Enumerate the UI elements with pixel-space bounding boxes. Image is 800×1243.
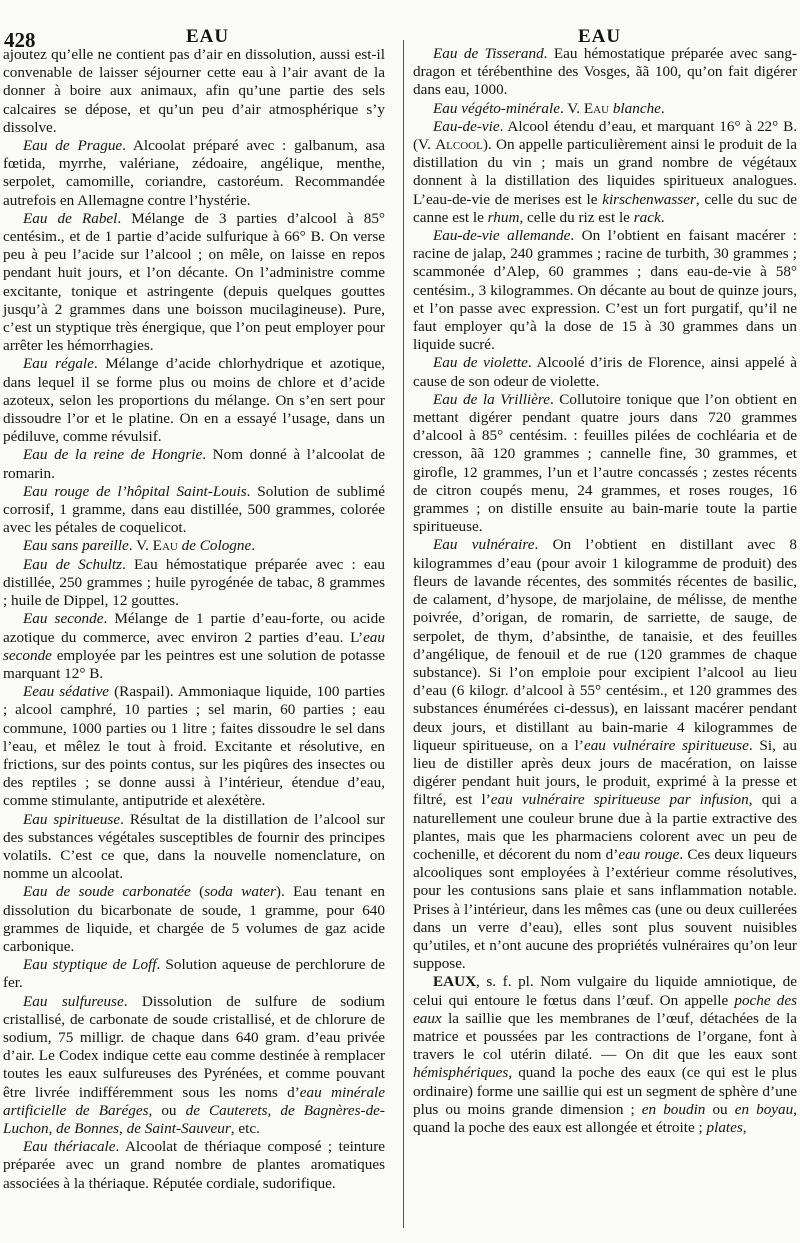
entry-term: Eau-de-vie allemande	[433, 227, 571, 245]
entry-term: Eau thériacale	[23, 1138, 116, 1156]
entry-term: eau minérale artificielle de Baréges	[3, 1083, 385, 1119]
entry-text: ,	[742, 1118, 747, 1136]
entry-text: ). Eau tenant en dissolution du bicarbonate de soude, 1 gramme, pour 640 grammes de liquide, et chargée de 5 volumes de gaz acide carbonique.	[3, 883, 385, 955]
dictionary-entry	[3, 446, 385, 482]
entry-text: ajoutez qu’elle ne contient pas d’air en dissolution, aussi est-il convenable de laisser séjourner cette eau à l’air avant de la donner à boire aux animaux, afin qu’une partie des sels calcaires se dépose, et qu’un peu d’air atmosphérique s’y dissolve.	[3, 46, 385, 136]
entry-term: Eau	[583, 99, 610, 117]
entry-term: Eau de Tisserand	[433, 45, 544, 62]
entry-term: Eau	[152, 537, 178, 555]
entry-text: . Eau hémostatique préparée avec : eau distillée, 250 grammes ; huile pyrogénée de tabac, 8 grammes ; huile de Dippel, 12 gouttes.	[3, 555, 385, 610]
entry-text: ou	[705, 1100, 735, 1118]
entry-text: ,	[48, 1119, 57, 1137]
entry-term: hémisphériques	[413, 1064, 509, 1082]
entry-term: Eau vulnéraire	[433, 536, 535, 554]
entry-term: Eau rouge de l’hôpital Saint-Louis	[23, 482, 247, 500]
entry-term: Eau seconde	[23, 610, 104, 628]
entry-text: . Alcoolat préparé avec : galbanum, asa fœtida, myrrhe, valériane, zédoaire, angélique, menthe, serpolet, camomille, coriandre, castoréum. Recommandée autrefois en Allemagne contre l’hystérie.	[3, 137, 385, 209]
entry-text: (	[190, 883, 205, 901]
entry-term: Eau spiritueuse	[23, 810, 121, 828]
entry-text: . On l’obtient en faisant macérer : racine de jalap, 240 grammes ; racine de turbith, 30 grammes ; scammonée d’Alep, 60 grammes ; dans eau-de-vie à 58° centésim., 3 kilogrammes. On décante au bout de quinze jours, et l’on passe avec expression. C’est un fort purgatif, qu’il ne faut employer qu’à la dose de 15 à 30 grammes dans un liquide sucré.	[413, 227, 798, 354]
dictionary-entry	[3, 956, 385, 992]
entry-text: , s. f. pl. Nom vulgaire du liquide amniotique, de celui qui entoure le fœtus dans l’œuf. On appelle	[413, 973, 797, 1009]
entry-term: Eau de la Vrillière	[433, 390, 550, 408]
entry-term: de Cologne	[177, 537, 252, 555]
dictionary-entry	[3, 1138, 385, 1193]
left-column	[3, 46, 385, 1193]
entry-term: Eau végéto-minérale	[433, 99, 560, 117]
entry-term: eau vulnéraire spiritueuse par infusion	[490, 791, 749, 809]
entry-text: , celle du riz est le	[519, 208, 634, 226]
dictionary-entry	[3, 811, 385, 884]
entry-text: . Collutoire tonique que l’on obtient en mettant digérer pendant quatre jours dans 720 grammes d’alcool à 85° centésim. : feuilles pilées de cochléaria et de cresson, ãã 120 grammes ; cannelle fine, 30 grammes, et girofle, 12 grammes, l’un et l’autre concassés ; zestes récents de citron coupés menu, 24 grammes, et roses rouges, 16 grammes ; on distille ensuite au bain-marie toute la partie spiritueuse.	[413, 390, 797, 536]
entry-term: eau rouge	[618, 845, 680, 863]
entry-text: , quand la poche des eaux est allongée et étroite ;	[413, 1100, 798, 1136]
entry-text: . Solution de sublimé corrosif, 1 gramme, dans eau distillée, 500 grammes, colorée avec les pétales de coquelicot.	[3, 482, 385, 537]
dictionary-entry	[413, 45, 797, 100]
dictionary-entry	[3, 210, 385, 356]
entry-text: employée par les peintres est une solution de potasse marquant 12° B.	[3, 646, 385, 682]
entry-text: . Eau hémostatique préparée avec sang-dragon et térébenthine des Vosges, ãã 100, qu’on fait digérer dans eau, 1000.	[413, 45, 797, 99]
dictionary-entry	[3, 537, 385, 555]
entry-text: ,	[119, 1119, 127, 1137]
entry-text: la saillie que les membranes de l’œuf, détachées de la matrice et poussées par les contractions de l’organe, font à travers le col utérin dilaté. — On dit que les eaux sont	[413, 1009, 797, 1064]
dictionary-entry	[3, 483, 385, 538]
entry-text: . Mélange d’acide chlorhydrique et azotique, dans lequel il se forme plus ou moins de chlore et d’acide azoteux, selon les proportions du mélange. On s’en sert pour dissoudre l’or et le platine. On en a essayé l’usage, dans un pédiluve, comme révulsif.	[3, 355, 386, 446]
entry-text: .	[660, 208, 665, 226]
entry-term: eau vulnéraire spiritueuse	[583, 736, 749, 754]
dictionary-entry	[3, 993, 385, 1139]
entry-text: . Nom donné à l’alcoolat de romarin.	[3, 446, 385, 482]
entry-term: Alcool	[435, 136, 483, 154]
entry-term: Eau styptique de Loff	[23, 956, 157, 974]
entry-text: ). On appelle particulièrement ainsi le produit de la distillation du vin ; mais un grand nombre de végétaux donnent à la distillation des liquides spiritueux analogues. L’eau-de-vie de merises est le	[413, 136, 797, 208]
right-column	[413, 45, 797, 1137]
dictionary-entry	[413, 354, 797, 390]
entry-term: Eau régale	[23, 355, 94, 373]
entry-term: de Bagnères-de-Luchon	[3, 1101, 385, 1137]
entry-term: de Saint-Sauveur	[126, 1119, 231, 1137]
entry-term: Eau sulfureuse	[23, 992, 124, 1010]
entry-text: . Résultat de la distillation de l’alcool sur des substances végétales susceptibles de fournir des principes volatils. C’est ce que, dans la nouvelle nomenclature, on nomme un alcoolat.	[3, 810, 385, 883]
entry-text: ,	[267, 1101, 281, 1119]
entry-term: Eau de Rabel	[23, 209, 118, 227]
dictionary-entry	[413, 973, 797, 1137]
entry-term: plates	[706, 1118, 743, 1136]
entry-text: , ou	[148, 1101, 186, 1119]
dictionary-entry	[3, 883, 385, 956]
entry-term: eau seconde	[3, 628, 385, 664]
entry-text: . Solution aqueuse de perchlorure de fer.	[3, 956, 385, 992]
entry-term: blanche	[609, 99, 661, 117]
column-divider	[403, 40, 404, 1228]
entry-term: en boyau	[734, 1100, 794, 1118]
entry-text: . Ces deux liqueurs alcooliques sont employées à l’extérieur comme résolutives, pour les contusions sans plaie et sans inflammation notable. Prises à l’intérieur, dans les mêmes cas (une ou deux cuillerées dans un verre d’eau), elles sont plus souvent nuisibles qu’utiles, et n’ont aucune des propriétés vulnéraires qu’on leur suppose.	[413, 845, 797, 973]
entry-term: Eau sans pareille	[23, 537, 129, 555]
entry-text: . Mélange de 3 parties d’alcool à 85° centésim., et de 1 partie d’acide sulfurique à 66° B. On verse peu à peu l’acide sur l’alcool ; on mêle, on laisse en repos pendant huit jours, et l’on décante. On l’administre comme excitante, tonique et astringente (depuis quelques gouttes jusqu’à 2 grammes dans une boisson mucilagineuse). Pure, c’est un styptique très énergique, que l’on peut employer pour arrêter les hémorrhagies.	[3, 209, 385, 355]
entry-text: . Si, au lieu de distiller après deux jours de macération, on laisse digérer pendant huit jours, le produit, exprimé à la presse et filtré, est l’	[413, 736, 797, 809]
entry-text: . Alcoolé d’iris de Florence, ainsi appelé à cause de son odeur de violette.	[413, 354, 798, 390]
entry-term: en boudin	[641, 1100, 706, 1118]
running-head-left: EAU	[186, 26, 230, 47]
dictionary-entry	[413, 536, 797, 973]
dictionary-entry	[3, 355, 385, 446]
entry-text: .	[251, 537, 256, 555]
entry-text: . On l’obtient en distillant avec 8 kilogrammes d’eau (pour avoir 1 kilogramme de produit) des fleurs de lavande récentes, des sommités récentes de basilic, de calament, d’hysope, de marjolaine, de mélisse, de menthe poivrée, d’origan, de romarin, de sarriette, de sauge, de serpolet, de thym, d’absinthe, de tanaisie, et des feuilles d’angélique, de fenouil et de rue (120 grammes de chaque substance). Si l’on emploie pour excipient l’alcool au lieu d’eau (6 kilogr. d’alcool à 55° centésim., et 120 grammes des substances énumérées ci-dessus), en laissant macérer pendant deux jours, et distillant au bain-marie 4 kilogrammes de liqueur spiritueuse, on a l’	[413, 536, 797, 754]
entry-text: , quand la poche des eaux (ce qui est le plus ordinaire) forme une saillie qui est un segment de sphère d’une plus ou moins grande dimension ;	[413, 1064, 797, 1118]
dictionary-entry	[3, 683, 385, 810]
entry-term: de Bonnes	[56, 1119, 119, 1137]
dictionary-entry	[3, 46, 385, 137]
dictionary-entry	[413, 227, 797, 354]
entry-text: (Raspail). Ammoniaque liquide, 100 parties ; alcool camphré, 10 parties ; sel marin, 60 parties ; eau commune, 1000 parties ou 1 litre ; faites dissoudre le sel dans l’eau, et mêlez le tout à froid. Excitante et résolutive, en frictions, sur des points contus, sur les piqûres des insectes ou des reptiles ; se donne aussi à l’intérieur, étendue d’eau, comme stimulante, antiputride et alexétère.	[3, 683, 385, 810]
entry-term: rack	[633, 208, 661, 226]
dictionary-entry	[3, 137, 385, 210]
entry-text: . Alcool étendu d’eau, et marquant 16° à 22° B. (V.	[413, 117, 797, 154]
entry-term: Eeau sédative	[23, 683, 110, 701]
entry-term: soda water	[204, 883, 276, 901]
entry-text: . Alcoolat de thériaque composé ; teinture préparée avec un grand nombre de plantes aromatiques associées à la thériaque. Réputée cordiale, sudorifique.	[3, 1138, 385, 1192]
entry-term: EAUX	[433, 973, 477, 991]
entry-text: . Dissolution de sulfure de sodium cristallisé, de carbonate de soude cristallisé, et de chlorure de sodium, 75 milligr. de chaque dans 640 gram. d’eau privée d’air. Le Codex indique cette eau comme destinée à remplacer toutes les eaux sulfureuses des Pyrénées, et comme pouvant être livrée indifféremment sous les noms d’	[3, 992, 385, 1101]
entry-term: kirschenwasser	[602, 190, 696, 208]
running-head-right: EAU	[578, 26, 622, 47]
dictionary-entry	[3, 610, 385, 683]
entry-text: , etc.	[230, 1119, 260, 1137]
entry-term: rhum	[487, 208, 520, 226]
entry-term: Eau de Schultz	[23, 555, 123, 573]
dictionary-entry	[3, 556, 385, 611]
entry-text: . Mélange de 1 partie d’eau-forte, ou acide azotique du commerce, avec environ 2 parties d’eau. L’	[3, 610, 385, 646]
entry-term: Eau-de-vie	[433, 117, 500, 135]
dictionary-entry	[413, 100, 797, 118]
entry-text: .	[660, 99, 665, 117]
entry-term: Eau de violette	[433, 354, 528, 372]
dictionary-entry	[413, 391, 797, 537]
entry-term: de Cauterets	[185, 1101, 268, 1119]
entry-term: Eau de Prague	[23, 137, 123, 155]
entry-text: . V.	[559, 99, 584, 117]
dictionary-entry	[413, 118, 797, 227]
entry-text: . V.	[128, 537, 153, 555]
entry-term: Eau de soude carbonatée	[23, 883, 191, 901]
entry-text: , qui a naturellement une couleur brune due à la partie extractive des plantes, mais que les pharmaciens colorent avec un peu de cochenille, et décorent du nom d’	[413, 791, 797, 863]
entry-text: , celle du suc de canne est le	[413, 190, 797, 226]
page-number: 428	[4, 28, 36, 52]
entry-term: Eau de la reine de Hongrie	[23, 446, 203, 464]
entry-term: poche des eaux	[413, 991, 797, 1027]
